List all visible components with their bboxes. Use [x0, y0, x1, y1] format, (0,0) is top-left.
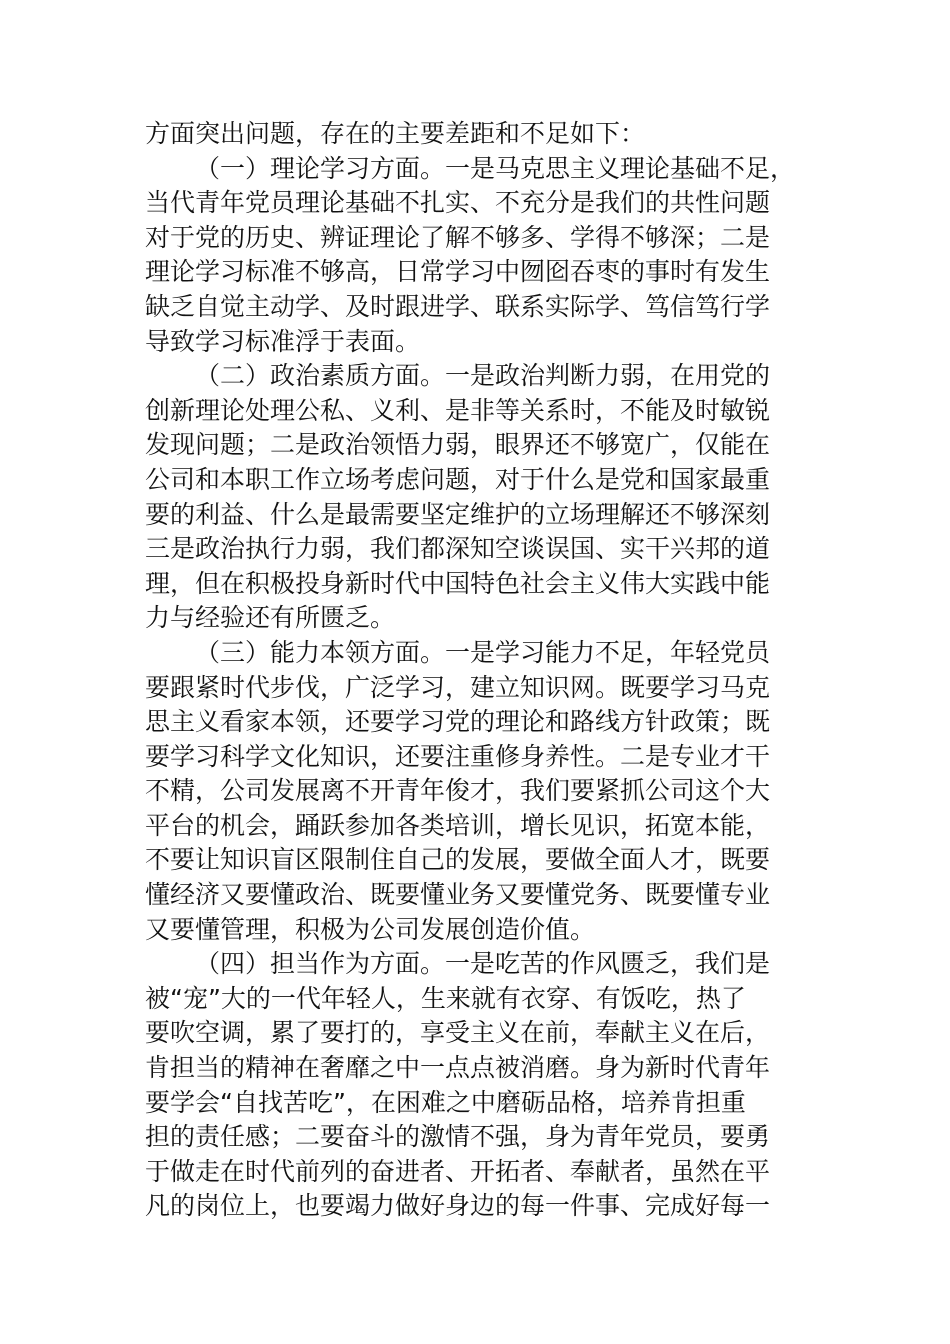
- text-line: 公司和本职工作立场考虑问题，对于什么是党和国家最重: [145, 464, 771, 494]
- text-line: 对于党的历史、辨证理论了解不够多、学得不够深；二是: [145, 222, 771, 252]
- section-heading-line: （四）担当作为方面。一是吃苦的作风匮乏，我们是: [195, 949, 771, 979]
- text-line: 理，但在积极投身新时代中国特色社会主义伟大实践中能: [145, 568, 771, 598]
- text-line: 要的利益、什么是最需要坚定维护的立场理解还不够深刻: [145, 499, 771, 529]
- text-line: 要学会“自找苦吃”，在困难之中磨砺品格，培养肯担重: [145, 1087, 746, 1117]
- text-line: 导致学习标准浮于表面。: [145, 326, 421, 356]
- text-line: 方面突出问题，存在的主要差距和不足如下：: [145, 119, 646, 148]
- section-heading-line: （三）能力本领方面。一是学习能力不足，年轻党员: [195, 637, 771, 667]
- text-line: 当代青年党员理论基础不扎实、不充分是我们的共性问题: [145, 188, 771, 218]
- text-line: 要学习科学文化知识，还要注重修身养性。二是专业才干: [145, 741, 771, 771]
- text-line: 又要懂管理，积极为公司发展创造价值。: [145, 914, 596, 944]
- text-line: 不要让知识盲区限制住自己的发展，要做全面人才，既要: [145, 845, 771, 875]
- text-line: 肯担当的精神在奢靡之中一点点被消磨。身为新时代青年: [145, 1053, 771, 1083]
- text-line: 担的责任感；二要奋斗的激情不强，身为青年党员，要勇: [145, 1122, 771, 1152]
- document-body: [145, 117, 815, 1224]
- text-line: 平台的机会，踊跃参加各类培训，增长见识，拓宽本能，: [145, 810, 771, 840]
- text-line: 于做走在时代前列的奋进者、开拓者、奉献者，虽然在平: [145, 1156, 771, 1186]
- text-line: 凡的岗位上，也要竭力做好身边的每一件事、完成好每一: [145, 1191, 771, 1221]
- text-line: 不精，公司发展离不开青年俊才，我们要紧抓公司这个大: [145, 776, 771, 806]
- text-line: 要跟紧时代步伐，广泛学习，建立知识网。既要学习马克: [145, 672, 771, 702]
- section-heading-line: （一）理论学习方面。一是马克思主义理论基础不足，: [195, 153, 796, 183]
- text-line: 缺乏自觉主动学、及时跟进学、联系实际学、笃信笃行学: [145, 291, 771, 321]
- text-line: 思主义看家本领，还要学习党的理论和路线方针政策；既: [145, 707, 771, 737]
- text-line: 三是政治执行力弱，我们都深知空谈误国、实干兴邦的道: [145, 534, 771, 564]
- text-line: 懂经济又要懂政治、既要懂业务又要懂党务、既要懂专业: [145, 880, 771, 910]
- text-line: 被“宠”大的一代年轻人，生来就有衣穿、有饭吃，热了: [145, 983, 746, 1013]
- text-line: 发现问题；二是政治领悟力弱，眼界还不够宽广，仅能在: [145, 430, 771, 460]
- text-line: 要吹空调，累了要打的，享受主义在前，奉献主义在后，: [145, 1018, 771, 1048]
- text-line: 力与经验还有所匮乏。: [145, 603, 396, 633]
- section-heading-line: （二）政治素质方面。一是政治判断力弱，在用党的: [195, 361, 771, 391]
- text-line: 创新理论处理公私、义利、是非等关系时，不能及时敏锐: [145, 395, 771, 425]
- text-line: 理论学习标准不够高，日常学习中囫囵吞枣的事时有发生: [145, 257, 771, 287]
